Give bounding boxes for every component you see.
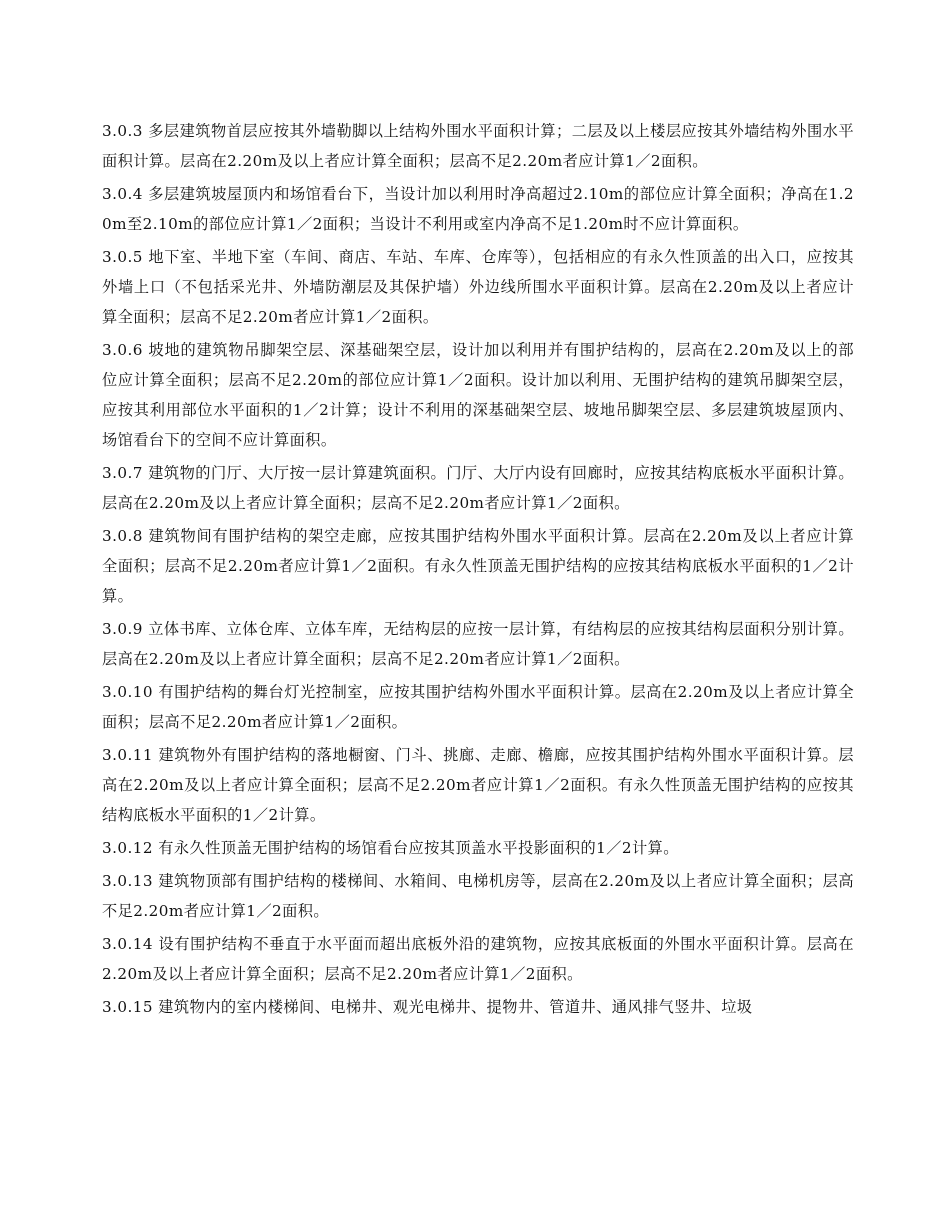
clause-3-0-12: 3.0.12 有永久性顶盖无围护结构的场馆看台应按其顶盖水平投影面积的1／2计算。 bbox=[102, 839, 679, 857]
clause-3-0-8: 3.0.8 建筑物间有围护结构的架空走廊，应按其围护结构外围水平面积计算。层高在2.20m及以上者应计算全面积；层高不足2.20m者应计算1／2面积。有永久性顶盖无围护结构的应按其结构底板水平面积的1／2计算。 bbox=[102, 527, 854, 605]
clause-3-0-15: 3.0.15 建筑物内的室内楼梯间、电梯井、观光电梯井、提物井、管道井、通风排气竖井、垃圾 bbox=[102, 998, 753, 1016]
clause-3-0-6: 3.0.6 坡地的建筑物吊脚架空层、深基础架空层，设计加以利用并有围护结构的，层高在2.20m及以上的部位应计算全面积；层高不足2.20m的部位应计算1／2面积。设计加以利用、无围护结构的建筑吊脚架空层，应按其利用部位水平面积的1／2计算；设计不利用的深基础架空层、坡地吊脚架空层、多层建筑坡屋顶内、场馆看台下的空间不应计算面积。 bbox=[102, 341, 854, 449]
clause-3-0-11: 3.0.11 建筑物外有围护结构的落地橱窗、门斗、挑廊、走廊、檐廊，应按其围护结构外围水平面积计算。层高在2.20m及以上者应计算全面积；层高不足2.20m者应计算1／2面积。有永久性顶盖无围护结构的应按其结构底板水平面积的1／2计算。 bbox=[102, 746, 854, 824]
clause-3-0-5: 3.0.5 地下室、半地下室（车间、商店、车站、车库、仓库等），包括相应的有永久性顶盖的出入口，应按其外墙上口（不包括采光井、外墙防潮层及其保护墙）外边线所围水平面积计算。层高在2.20m及以上者应计算全面积；层高不足2.20m者应计算1／2面积。 bbox=[102, 248, 854, 326]
clause-3-0-4: 3.0.4 多层建筑坡屋顶内和场馆看台下，当设计加以利用时净高超过2.10m的部位应计算全面积；净高在1.20m至2.10m的部位应计算1／2面积；当设计不利用或室内净高不足1.20m时不应计算面积。 bbox=[102, 185, 854, 233]
clause-3-0-9: 3.0.9 立体书库、立体仓库、立体车库，无结构层的应按一层计算，有结构层的应按其结构层面积分别计算。层高在2.20m及以上者应计算全面积；层高不足2.20m者应计算1／2面积。 bbox=[102, 620, 854, 668]
clause-3-0-10: 3.0.10 有围护结构的舞台灯光控制室，应按其围护结构外围水平面积计算。层高在2.20m及以上者应计算全面积；层高不足2.20m者应计算1／2面积。 bbox=[102, 683, 854, 731]
document-body bbox=[102, 116, 854, 1025]
clause-3-0-7: 3.0.7 建筑物的门厅、大厅按一层计算建筑面积。门厅、大厅内设有回廊时，应按其结构底板水平面积计算。层高在2.20m及以上者应计算全面积；层高不足2.20m者应计算1／2面积。 bbox=[102, 464, 854, 512]
clause-3-0-3: 3.0.3 多层建筑物首层应按其外墙勒脚以上结构外围水平面积计算；二层及以上楼层应按其外墙结构外围水平面积计算。层高在2.20m及以上者应计算全面积；层高不足2.20m者应计算1／2面积。 bbox=[102, 122, 854, 170]
clause-3-0-14: 3.0.14 设有围护结构不垂直于水平面而超出底板外沿的建筑物，应按其底板面的外围水平面积计算。层高在2.20m及以上者应计算全面积；层高不足2.20m者应计算1／2面积。 bbox=[102, 935, 854, 983]
clause-3-0-13: 3.0.13 建筑物顶部有围护结构的楼梯间、水箱间、电梯机房等，层高在2.20m及以上者应计算全面积；层高不足2.20m者应计算1／2面积。 bbox=[102, 872, 854, 920]
